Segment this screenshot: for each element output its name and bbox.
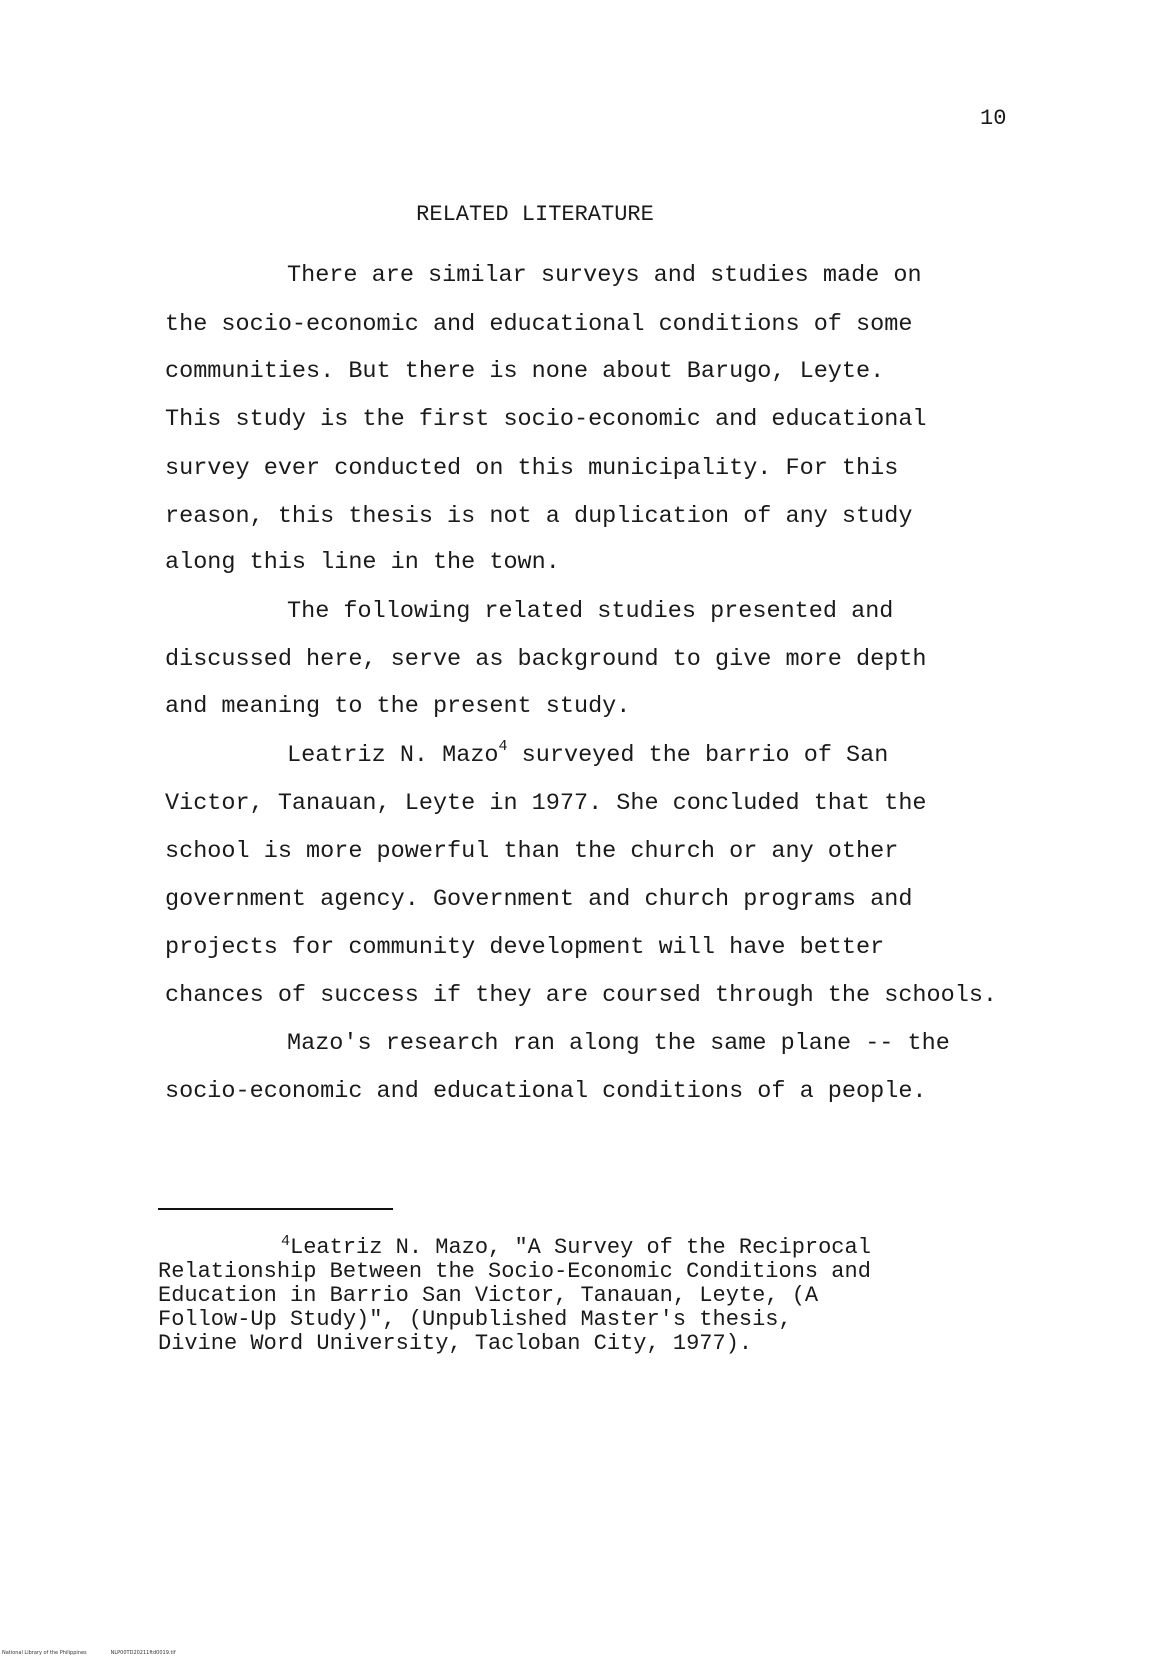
footnote-divider bbox=[158, 1208, 393, 1210]
footnote-marker: 4 bbox=[281, 1233, 291, 1250]
paragraph-line: Mazo's research ran along the same plane -- the bbox=[287, 1030, 950, 1057]
footnote-line: Follow-Up Study)", (Unpublished Master's thesis, bbox=[158, 1307, 792, 1332]
footnote-reference: 4 bbox=[498, 738, 508, 756]
paragraph-line: along this line in the town. bbox=[165, 549, 560, 576]
footnote-line: Divine Word University, Tacloban City, 1977). bbox=[158, 1331, 753, 1356]
footnote-line: Education in Barrio San Victor, Tanauan, Leyte, (A bbox=[158, 1283, 819, 1308]
line-continuation: surveyed the barrio of San bbox=[507, 742, 889, 769]
footnote-text: Leatriz N. Mazo, "A Survey of the Reciprocal bbox=[290, 1235, 871, 1260]
footnote-line: Relationship Between the Socio-Economic Conditions and bbox=[158, 1259, 871, 1284]
paragraph-line: socio-economic and educational conditions of a people. bbox=[165, 1078, 927, 1105]
paragraph-line: projects for community development will have better bbox=[165, 934, 885, 961]
paragraph-line: communities. But there is none about Barugo, Leyte. bbox=[165, 358, 885, 385]
paragraph-line: survey ever conducted on this municipality. For this bbox=[165, 455, 899, 482]
paragraph-line: chances of success if they are coursed through the schools. bbox=[165, 982, 998, 1009]
author-name: Leatriz N. Mazo bbox=[287, 742, 499, 769]
paragraph-line: reason, this thesis is not a duplication of any study bbox=[165, 503, 913, 530]
section-heading: RELATED LITERATURE bbox=[416, 202, 654, 227]
paragraph-line: and meaning to the present study. bbox=[165, 693, 631, 720]
archive-footer bbox=[2, 1650, 176, 1656]
paragraph-line: the socio-economic and educational conditions of some bbox=[165, 311, 913, 338]
paragraph-line: There are similar surveys and studies made on bbox=[287, 262, 922, 289]
paragraph-line: discussed here, serve as background to give more depth bbox=[165, 646, 927, 673]
paragraph-line: The following related studies presented and bbox=[287, 598, 894, 625]
paragraph-line: school is more powerful than the church or any other bbox=[165, 838, 899, 865]
paragraph-line: government agency. Government and church programs and bbox=[165, 886, 913, 913]
archive-file: NLP00TD20211ftd0019.tif bbox=[110, 1650, 176, 1656]
page-number: 10 bbox=[980, 106, 1007, 131]
paragraph-line: This study is the first socio-economic and educational bbox=[165, 406, 927, 433]
archive-library: National Library of the Philippines bbox=[2, 1650, 87, 1656]
paragraph-line bbox=[287, 738, 889, 769]
paragraph-line: Victor, Tanauan, Leyte in 1977. She concluded that the bbox=[165, 790, 927, 817]
